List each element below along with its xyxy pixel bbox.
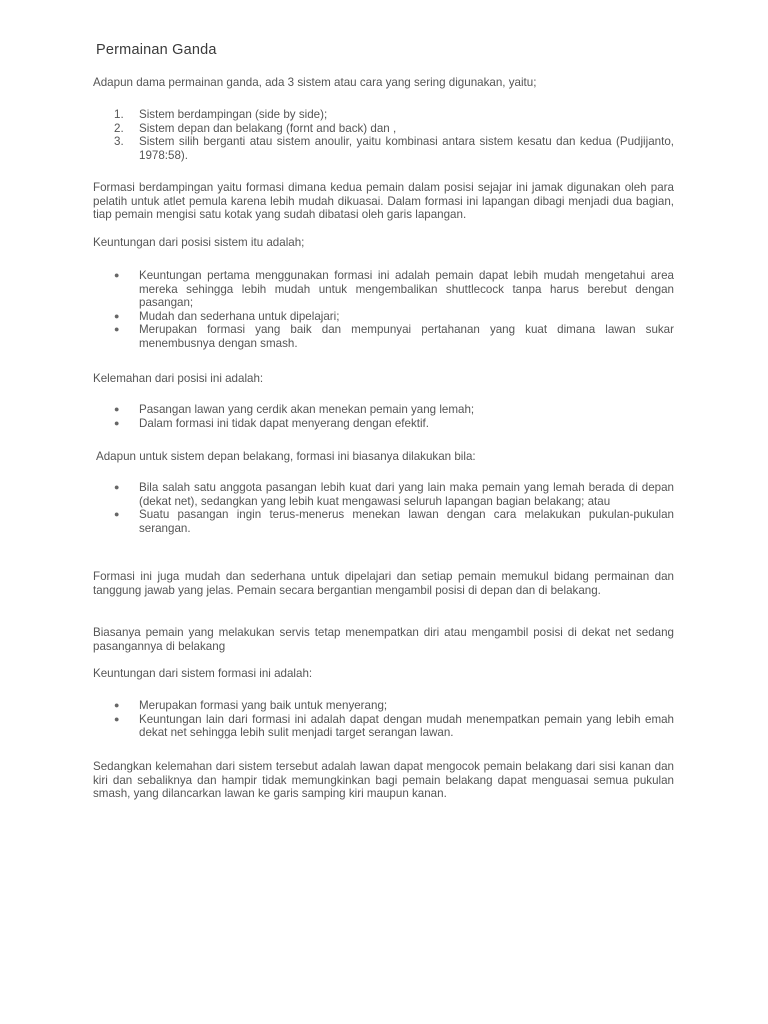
keuntungan-heading: Keuntungan dari posisi sistem itu adalah;: [93, 236, 305, 249]
list-number: 3.: [114, 135, 124, 149]
list-item: [93, 481, 674, 508]
kelemahan-heading: Kelemahan dari posisi ini adalah:: [93, 372, 264, 385]
list-item-text: Dalam formasi ini tidak dapat menyerang dengan efektif.: [139, 416, 430, 430]
bullet-icon: [114, 417, 134, 431]
list-item: [93, 269, 674, 310]
list-item-text: Keuntungan pertama menggunakan formasi ini adalah pemain dapat lebih mudah mengetahui area mereka sehingga lebih mudah untuk mengembalikan shuttlecock tanpa harus berebut dengan pasangan;: [139, 269, 674, 310]
document-title: Permainan Ganda: [96, 42, 217, 58]
list-item: [93, 108, 674, 122]
list-item-text: Mudah dan sederhana untuk dipelajari;: [139, 309, 340, 323]
list-item-text: Suatu pasangan ingin terus-menerus menekan lawan dengan cara melakukan pukulan-pukulan serangan.: [139, 508, 674, 535]
formasi-mudah-paragraph: Formasi ini juga mudah dan sederhana untuk dipelajari dan setiap pemain memukul bidang permainan dan tanggung jawab yang jelas. Pemain secara bergantian mengambil posisi di depan dan di belakang.: [93, 570, 674, 597]
bullet-icon: [114, 310, 134, 324]
bullet-icon: [114, 323, 134, 337]
list-item-text: Merupakan formasi yang baik dan mempunyai pertahanan yang kuat dimana lawan sukar menembusnya dengan smash.: [139, 323, 674, 350]
list-item: [93, 310, 674, 324]
list-item: [93, 508, 674, 535]
bullet-icon: [114, 481, 134, 495]
bullet-icon: [114, 713, 134, 727]
bullet-icon: [114, 269, 134, 283]
servis-paragraph: Biasanya pemain yang melakukan servis tetap menempatkan diri atau mengambil posisi di dekat net sedang pasangannya di belakang: [93, 626, 674, 653]
intro-paragraph: Adapun dama permainan ganda, ada 3 sistem atau cara yang sering digunakan, yaitu;: [93, 76, 537, 89]
depan-belakang-heading: Adapun untuk sistem depan belakang, formasi ini biasanya dilakukan bila:: [96, 450, 476, 463]
list-item: [93, 699, 674, 713]
bullet-icon: [114, 508, 134, 522]
list-item: [93, 713, 674, 740]
kelemahan-sistem-paragraph: Sedangkan kelemahan dari sistem tersebut adalah lawan dapat mengocok pemain belakang dari sisi kanan dan kiri dan sebaliknya dan hampir tidak memungkinkan bagi pemain belakang dapat menguasai semua pukulan smash, yang dilancarkan lawan ke garis samping kiri maupun kanan.: [93, 760, 674, 801]
list-item: [93, 403, 674, 417]
list-number: 2.: [114, 121, 124, 135]
list-item: [93, 323, 674, 350]
list-item-text: Bila salah satu anggota pasangan lebih kuat dari yang lain maka pemain yang lemah berada di depan (dekat net), sedangkan yang lebih kuat mengawasi seluruh lapangan bagian belakang; atau: [139, 481, 674, 508]
list-item-text: Sistem silih berganti atau sistem anoulir, yaitu kombinasi antara sistem kesatu dan kedua (Pudjijanto, 1978:58).: [139, 135, 674, 162]
keuntungan-sistem-heading: Keuntungan dari sistem formasi ini adalah:: [93, 667, 313, 680]
list-item: [93, 135, 674, 162]
list-number: 1.: [114, 108, 124, 121]
list-item-text: Sistem depan dan belakang (fornt and back) dan ,: [139, 121, 397, 135]
keuntungan-list: [93, 269, 674, 351]
list-item-text: Keuntungan lain dari formasi ini adalah dapat dengan mudah menempatkan pemain yang lebih emah dekat net sehingga lebih sulit menjadi target serangan lawan.: [139, 712, 674, 740]
formasi-berdampingan-paragraph: Formasi berdampingan yaitu formasi dimana kedua pemain dalam posisi sejajar ini jamak digunakan oleh para pelatih untuk atlet pemula karena lebih mudah dikuasai. Dalam formasi ini lapangan dibagi menjadi dua bagian, tiap pemain mengisi satu kotak yang sudah dibatasi oleh garis lapangan.: [93, 181, 674, 222]
bullet-icon: [114, 699, 134, 713]
list-item: [93, 122, 674, 136]
list-item: [93, 417, 674, 431]
keuntungan-sistem-list: [93, 699, 674, 740]
systems-list: [93, 108, 674, 162]
list-item-text: Pasangan lawan yang cerdik akan menekan pemain yang lemah;: [139, 403, 475, 416]
list-item-text: Merupakan formasi yang baik untuk menyerang;: [139, 699, 388, 712]
list-item-text: Sistem berdampingan (side by side);: [139, 108, 328, 121]
depan-belakang-list: [93, 481, 674, 535]
kelemahan-list: [93, 403, 674, 430]
bullet-icon: [114, 403, 134, 417]
